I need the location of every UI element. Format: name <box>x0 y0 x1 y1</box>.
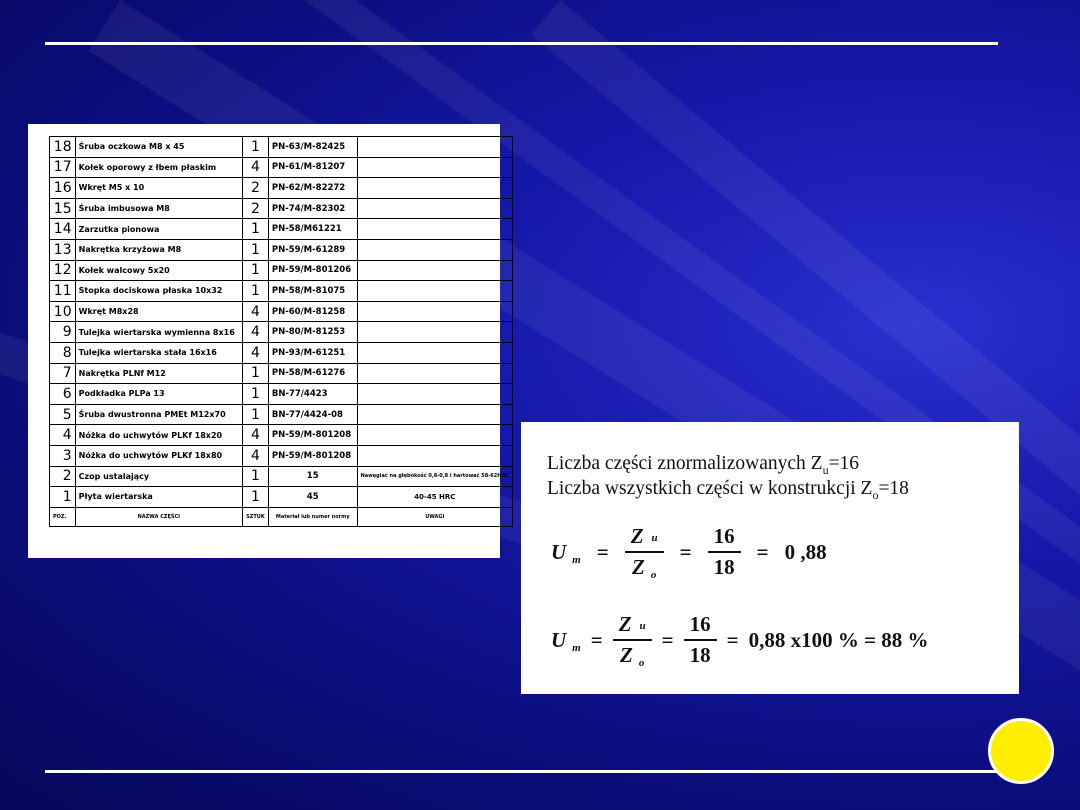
row-part-name: Nóżka do uchwytów PLKf 18x80 <box>75 445 242 466</box>
row-part-name: Podkładka PLPa 13 <box>75 384 242 405</box>
row-position: 7 <box>50 363 76 384</box>
parts-table <box>49 136 513 527</box>
row-quantity: 1 <box>243 363 269 384</box>
row-norm: PN-62/M-82272 <box>268 178 357 199</box>
zo-subscript: o <box>650 569 657 581</box>
table-row <box>50 281 513 302</box>
zu-zo-fraction <box>613 612 652 668</box>
row-position: 4 <box>50 425 76 446</box>
zu-subscript: u <box>639 620 646 632</box>
row-remarks <box>357 239 512 260</box>
row-part-name: Stopka dociskowa płaska 10x32 <box>75 281 242 302</box>
row-norm: PN-93/M-61251 <box>268 342 357 363</box>
row-remarks <box>357 301 512 322</box>
row-norm: PN-59/M-801208 <box>268 425 357 446</box>
row-quantity: 4 <box>243 301 269 322</box>
row-part-name: Nakrętka krzyżowa M8 <box>75 239 242 260</box>
um-symbol: U <box>551 627 567 652</box>
table-row <box>50 239 513 260</box>
row-remarks <box>357 445 512 466</box>
zu-zo-fraction <box>625 524 664 580</box>
row-part-name: Zarzutka pionowa <box>75 219 242 240</box>
row-norm: PN-80/M-81253 <box>268 322 357 343</box>
row-norm: PN-59/M-801206 <box>268 260 357 281</box>
row-norm: 45 <box>268 487 357 508</box>
yellow-circle-icon <box>988 718 1054 784</box>
table-row <box>50 445 513 466</box>
header-norm: Materiał lub numer normy <box>268 507 357 526</box>
table-row <box>50 301 513 322</box>
table-row <box>50 260 513 281</box>
row-norm: PN-59/M-801208 <box>268 445 357 466</box>
table-row <box>50 342 513 363</box>
equals-sign: = <box>661 627 674 652</box>
row-norm: PN-60/M-81258 <box>268 301 357 322</box>
row-part-name: Tulejka wiertarska stała 16x16 <box>75 342 242 363</box>
row-part-name: Czop ustalający <box>75 466 242 487</box>
row-norm: PN-59/M-61289 <box>268 239 357 260</box>
fraction-numerator: 16 <box>689 612 711 636</box>
zu-symbol: Z <box>618 612 632 636</box>
um-subscript: m <box>572 642 581 654</box>
zu-symbol: Z <box>630 524 644 548</box>
bottom-divider <box>45 770 998 773</box>
row-norm: BN-77/4424-08 <box>268 404 357 425</box>
table-row <box>50 363 513 384</box>
row-remarks <box>357 281 512 302</box>
row-part-name: Śruba imbusowa M8 <box>75 198 242 219</box>
table-row <box>50 487 513 508</box>
row-position: 5 <box>50 404 76 425</box>
zo-subscript: o <box>638 657 645 669</box>
row-quantity: 1 <box>243 219 269 240</box>
um-subscript: m <box>572 554 581 566</box>
row-part-name: Tulejka wiertarska wymienna 8x16 <box>75 322 242 343</box>
count-total-sub: o <box>872 487 879 502</box>
equals-sign: = <box>596 539 609 564</box>
row-position: 18 <box>50 137 76 158</box>
header-poz: POZ. <box>50 507 76 526</box>
equals-sign: = <box>590 627 603 652</box>
table-row <box>50 404 513 425</box>
table-row <box>50 157 513 178</box>
formula-ratio <box>551 524 827 580</box>
row-position: 9 <box>50 322 76 343</box>
row-remarks: 40-45 HRC <box>357 487 512 508</box>
row-remarks <box>357 404 512 425</box>
row-norm: PN-74/M-82302 <box>268 198 357 219</box>
row-quantity: 2 <box>243 178 269 199</box>
table-row <box>50 178 513 199</box>
fraction-denominator: 18 <box>689 643 711 667</box>
row-quantity: 1 <box>243 239 269 260</box>
count-total-value: =18 <box>878 478 909 499</box>
row-part-name: Nakrętka PLNf M12 <box>75 363 242 384</box>
row-remarks <box>357 322 512 343</box>
zo-symbol: Z <box>620 643 633 667</box>
formula-percentage <box>551 612 929 668</box>
row-remarks <box>357 342 512 363</box>
table-row <box>50 466 513 487</box>
equals-sign: = <box>679 539 692 564</box>
row-remarks: Nawęglać na głębokość 0,8-0,8 i hartować 58-62HRC <box>357 466 512 487</box>
count-standardized-text: Liczba części znormalizowanych Z <box>547 453 823 474</box>
count-standardized-value: =16 <box>828 453 860 474</box>
row-position: 2 <box>50 466 76 487</box>
count-total-line <box>547 478 909 503</box>
row-position: 10 <box>50 301 76 322</box>
row-remarks <box>357 157 512 178</box>
row-remarks <box>357 137 512 158</box>
row-part-name: Kołek walcowy 5x20 <box>75 260 242 281</box>
zo-symbol: Z <box>632 555 645 579</box>
row-part-name: Wkręt M8x28 <box>75 301 242 322</box>
row-position: 1 <box>50 487 76 508</box>
ratio-result: 0 ,88 <box>784 539 827 564</box>
row-remarks <box>357 425 512 446</box>
row-quantity: 1 <box>243 281 269 302</box>
row-norm: PN-61/M-81207 <box>268 157 357 178</box>
row-remarks <box>357 363 512 384</box>
equals-sign: = <box>726 627 739 652</box>
table-row <box>50 384 513 405</box>
row-remarks <box>357 219 512 240</box>
numeric-fraction <box>708 524 741 580</box>
row-quantity: 1 <box>243 384 269 405</box>
row-position: 17 <box>50 157 76 178</box>
parts-list-panel <box>28 124 509 558</box>
count-total-text: Liczba wszystkich części w konstrukcji Z <box>547 478 873 499</box>
row-position: 3 <box>50 445 76 466</box>
row-part-name: Płyta wiertarska <box>75 487 242 508</box>
row-remarks <box>357 178 512 199</box>
fraction-numerator: 16 <box>713 524 735 548</box>
row-quantity: 1 <box>243 466 269 487</box>
row-quantity: 4 <box>243 342 269 363</box>
row-norm: PN-58/M-81075 <box>268 281 357 302</box>
row-position: 8 <box>50 342 76 363</box>
row-norm: BN-77/4423 <box>268 384 357 405</box>
um-symbol: U <box>551 539 567 564</box>
parts-table-header <box>50 507 513 526</box>
row-remarks <box>357 384 512 405</box>
row-norm: PN-58/M-61276 <box>268 363 357 384</box>
row-norm: PN-58/M61221 <box>268 219 357 240</box>
header-remarks: UWAGI <box>357 507 512 526</box>
count-standardized-sub: u <box>822 462 829 477</box>
fraction-denominator: 18 <box>713 555 735 579</box>
row-part-name: Śruba dwustronna PMEt M12x70 <box>75 404 242 425</box>
row-position: 6 <box>50 384 76 405</box>
top-divider <box>45 42 998 45</box>
row-position: 14 <box>50 219 76 240</box>
row-part-name: Śruba oczkowa M8 x 45 <box>75 137 242 158</box>
row-position: 13 <box>50 239 76 260</box>
row-quantity: 1 <box>243 260 269 281</box>
row-position: 12 <box>50 260 76 281</box>
row-remarks <box>357 198 512 219</box>
table-row <box>50 425 513 446</box>
row-quantity: 2 <box>243 198 269 219</box>
row-position: 16 <box>50 178 76 199</box>
row-quantity: 4 <box>243 322 269 343</box>
formula-panel <box>521 422 1019 694</box>
row-quantity: 4 <box>243 157 269 178</box>
row-quantity: 4 <box>243 425 269 446</box>
row-quantity: 1 <box>243 487 269 508</box>
numeric-fraction <box>684 612 717 668</box>
table-row <box>50 322 513 343</box>
equals-sign: = <box>756 539 769 564</box>
header-qty: SZTUK <box>243 507 269 526</box>
count-standardized-line <box>547 453 859 478</box>
row-norm: PN-63/M-82425 <box>268 137 357 158</box>
table-row <box>50 198 513 219</box>
table-row <box>50 219 513 240</box>
zu-subscript: u <box>651 532 658 544</box>
table-row <box>50 137 513 158</box>
row-part-name: Kołek oporowy z łbem płaskim <box>75 157 242 178</box>
row-part-name: Nóżka do uchwytów PLKf 18x20 <box>75 425 242 446</box>
row-quantity: 1 <box>243 137 269 158</box>
row-remarks <box>357 260 512 281</box>
percentage-result: 0,88 x100 % = 88 % <box>748 627 929 652</box>
row-position: 15 <box>50 198 76 219</box>
header-name: NAZWA CZĘŚCI <box>75 507 242 526</box>
row-part-name: Wkręt M5 x 10 <box>75 178 242 199</box>
row-quantity: 1 <box>243 404 269 425</box>
row-position: 11 <box>50 281 76 302</box>
row-norm: 15 <box>268 466 357 487</box>
row-quantity: 4 <box>243 445 269 466</box>
